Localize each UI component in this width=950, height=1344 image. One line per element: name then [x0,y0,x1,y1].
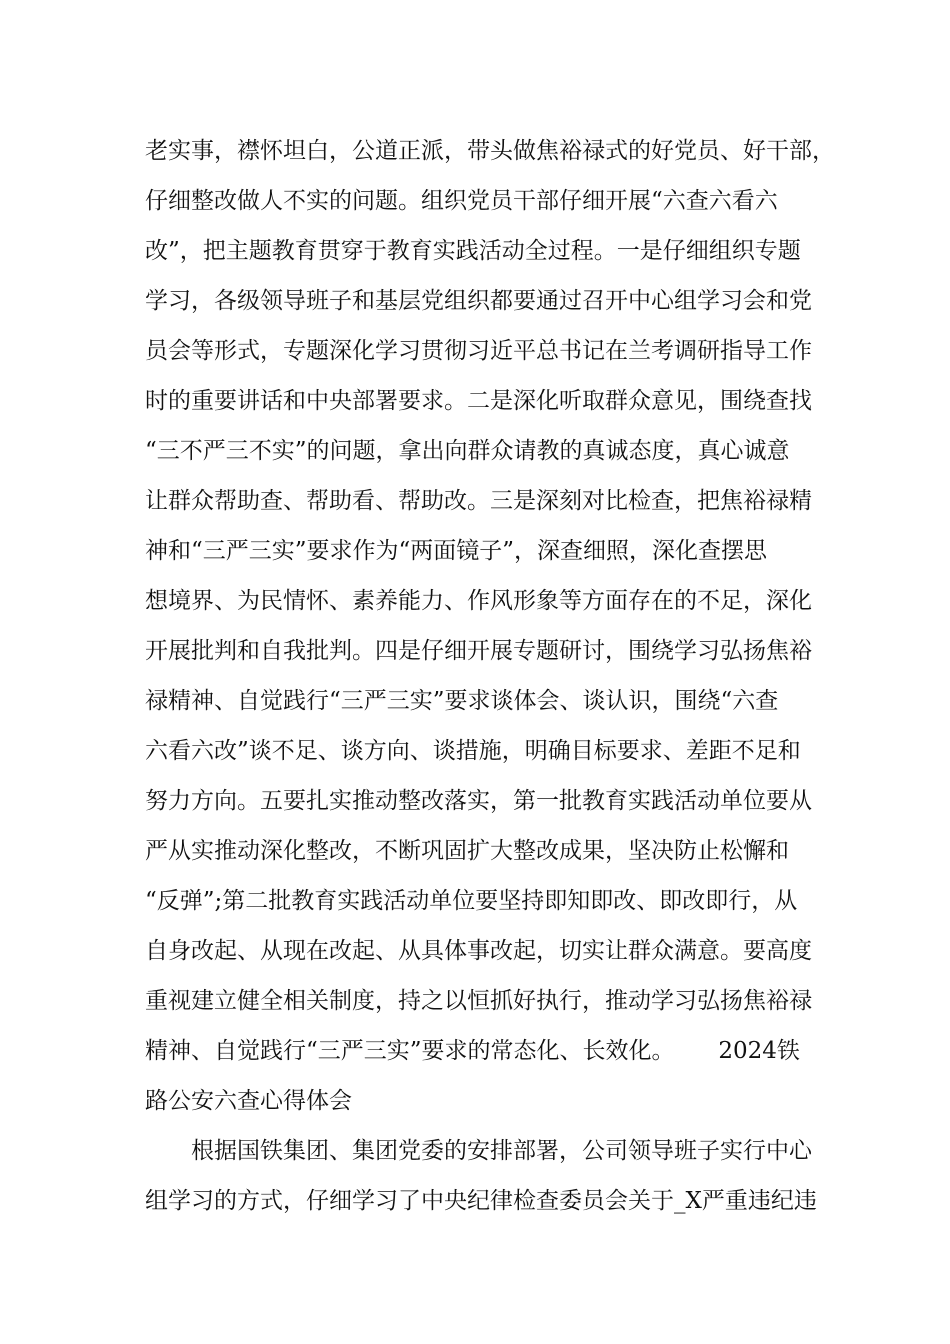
text-line: “三不严三不实”的问题，拿出向群众请教的真诚态度，真心诚意 [145,438,790,464]
text-line: 老实事，襟怀坦白，公道正派，带头做焦裕禄式的好党员、好干部， [145,138,835,164]
text-line: 想境界、为民情怀、素养能力、作风形象等方面存在的不足，深化 [145,588,812,614]
text-line: “反弹”;第二批教育实践活动单位要坚持即知即改、即改即行，从 [145,888,798,914]
text-line: 组学习的方式，仔细学习了中央纪律检查委员会关于_X严重违纪违 [145,1188,817,1214]
text-line: 时的重要讲话和中央部署要求。二是深化听取群众意见，围绕查找 [145,388,812,414]
section-title-line: 路公安六查心得体会 [145,1088,352,1114]
paragraph-start-line: 根据国铁集团、集团党委的安排部署，公司领导班子实行中心 [191,1138,812,1164]
text-line: 神和“三严三实”要求作为“两面镜子”，深查细照，深化查摆思 [145,538,768,564]
text-line: 六看六改”谈不足、谈方向、谈措施，明确目标要求、差距不足和 [145,738,801,764]
text-line: 仔细整改做人不实的问题。组织党员干部仔细开展“六查六看六 [145,188,778,214]
text-line: 精神、自觉践行“三严三实”要求的常态化、长效化。 2024铁 [145,1038,800,1064]
text-line: 改”，把主题教育贯穿于教育实践活动全过程。一是仔细组织专题 [145,238,801,264]
text-line: 重视建立健全相关制度，持之以恒抓好执行，推动学习弘扬焦裕禄 [145,988,812,1014]
text-line: 员会等形式，专题深化学习贯彻习近平总书记在兰考调研指导工作 [145,338,812,364]
text-line: 让群众帮助查、帮助看、帮助改。三是深刻对比检查，把焦裕禄精 [145,488,812,514]
text-line: 开展批判和自我批判。四是仔细开展专题研讨，围绕学习弘扬焦裕 [145,638,812,664]
text-line: 严从实推动深化整改，不断巩固扩大整改成果，坚决防止松懈和 [145,838,789,864]
text-line: 努力方向。五要扎实推动整改落实，第一批教育实践活动单位要从 [145,788,812,814]
text-line: 自身改起、从现在改起、从具体事改起，切实让群众满意。要高度 [145,938,812,964]
text-line: 禄精神、自觉践行“三严三实”要求谈体会、谈认识，围绕“六查 [145,688,779,714]
body-text [145,126,835,1226]
text-line: 学习，各级领导班子和基层党组织都要通过召开中心组学习会和党 [145,288,812,314]
